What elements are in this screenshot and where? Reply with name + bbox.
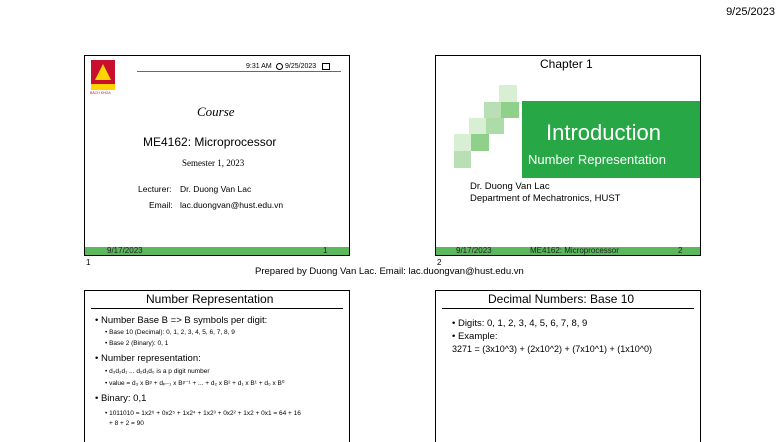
lecturer-name: Dr. Duong Van Lac bbox=[180, 184, 252, 194]
lecturer-label: Lecturer: bbox=[138, 184, 172, 194]
page-date: 9/25/2023 bbox=[726, 6, 775, 18]
title-underline bbox=[91, 308, 343, 309]
sub-bullet-text: • d₃d₂d₁ ... d₂d₁d₀ is a p digit number bbox=[105, 368, 210, 375]
sub-bullet-text: • Base 10 (Decimal): 0, 1, 2, 3, 4, 5, 6, 7, 8, 9 bbox=[105, 329, 235, 336]
page-caption: Prepared by Duong Van Lac. Email: lac.duongvan@hust.edu.vn bbox=[255, 266, 524, 277]
deco-square bbox=[499, 85, 517, 102]
course-code: ME4162: Microprocessor bbox=[143, 135, 277, 149]
sub-bullet-text: • value = d₃ x Bᵖ + dₚ₋₁ x Bᵖ⁻¹ + ... + d₂ x B² + d₁ x B¹ + d₀ x B⁰ bbox=[105, 380, 285, 387]
deco-square bbox=[501, 102, 519, 118]
slide-1 bbox=[84, 55, 350, 256]
bullet-text: • Binary: 0,1 bbox=[95, 393, 147, 404]
deco-square bbox=[471, 134, 489, 151]
header-line bbox=[137, 71, 341, 72]
bullet-text: • Example: bbox=[452, 331, 498, 342]
deco-square bbox=[486, 118, 504, 134]
title-underline bbox=[442, 308, 694, 309]
footer-date: 9/17/2023 bbox=[107, 246, 143, 255]
email-value: lac.duongvan@hust.edu.vn bbox=[180, 200, 284, 210]
bullet-text: • Digits: 0, 1, 2, 3, 4, 5, 6, 7, 8, 9 bbox=[452, 318, 588, 329]
author: Dr. Duong Van Lac bbox=[470, 181, 550, 192]
footer-number: 2 bbox=[678, 246, 683, 255]
footer-title: ME4162: Microprocessor bbox=[530, 246, 619, 255]
slide2-title: Introduction bbox=[546, 120, 661, 145]
deco-square bbox=[454, 151, 471, 168]
deco-square bbox=[454, 134, 471, 151]
logo-caption: BÁCH KHOA bbox=[90, 91, 111, 95]
slide3-title: Number Representation bbox=[146, 292, 274, 306]
course-label: Course bbox=[197, 104, 235, 119]
sub-bullet-text: • 1011010 = 1x2⁶ + 0x2⁵ + 1x2⁴ + 1x2³ + 0x2² + 1x2 + 0x1 = 64 + 16 bbox=[105, 410, 301, 417]
hust-logo bbox=[91, 60, 115, 90]
footer-date: 9/17/2023 bbox=[456, 246, 492, 255]
email-label: Email: bbox=[149, 200, 173, 210]
chapter-title: Chapter 1 bbox=[540, 57, 593, 71]
slide1-date: 9/25/2023 bbox=[285, 63, 317, 70]
department: Department of Mechatronics, HUST bbox=[470, 193, 621, 204]
bullet-text: • Number Base B => B symbols per digit: bbox=[95, 315, 268, 326]
deco-square bbox=[484, 102, 501, 118]
slide-4 bbox=[435, 290, 701, 442]
semester: Semester 1, 2023 bbox=[182, 158, 245, 168]
clock-icon bbox=[276, 63, 283, 70]
slide-number-2: 2 bbox=[437, 258, 442, 267]
slide1-footer bbox=[85, 247, 349, 255]
equation-text: 3271 = (3x10^3) + (2x10^2) + (7x10^1) + (1x10^0) bbox=[452, 344, 653, 354]
slide-2 bbox=[435, 55, 701, 256]
slide1-time: 9:31 AM bbox=[246, 63, 272, 70]
footer-number: 1 bbox=[323, 246, 328, 255]
deco-square bbox=[469, 118, 486, 134]
slide2-subtitle: Number Representation bbox=[528, 152, 667, 167]
slide4-title: Decimal Numbers: Base 10 bbox=[488, 292, 635, 306]
slide-3 bbox=[84, 290, 350, 442]
slide2-footer bbox=[436, 247, 700, 255]
bullet-text: • Number representation: bbox=[95, 353, 201, 364]
calendar-icon bbox=[322, 63, 330, 70]
sub-bullet-text: • Base 2 (Binary): 0, 1 bbox=[105, 340, 169, 347]
sub-bullet-text: + 8 + 2 = 90 bbox=[109, 420, 144, 427]
slide-number-1: 1 bbox=[86, 258, 91, 267]
